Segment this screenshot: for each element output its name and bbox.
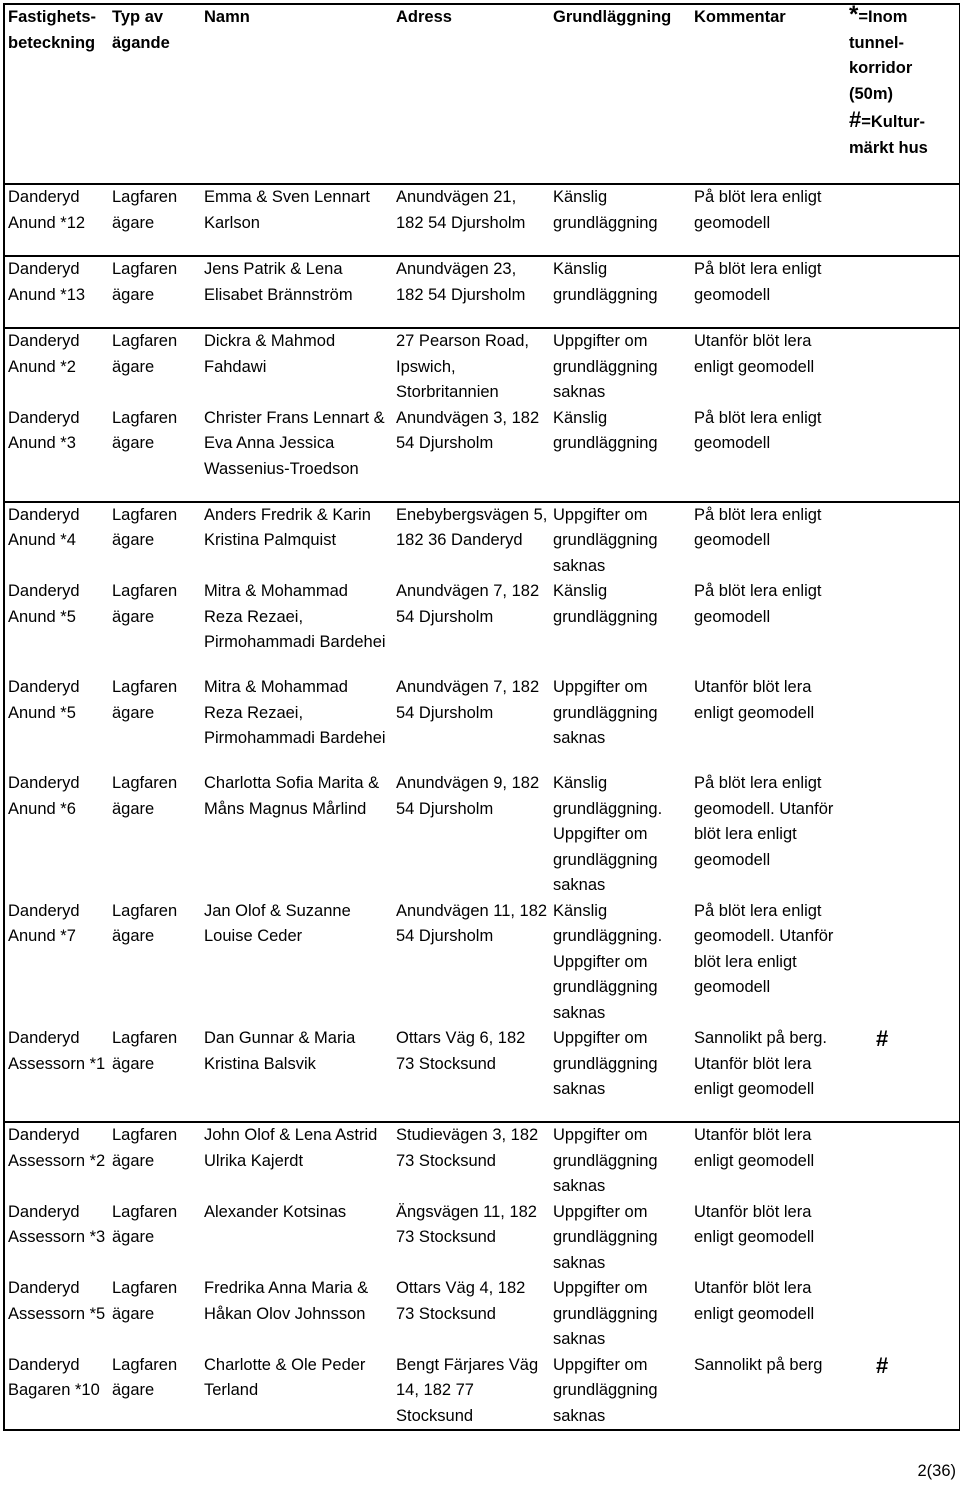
- cell-fastighet: Danderyd Anund *12: [4, 184, 109, 256]
- table-row: [4, 1276, 960, 1353]
- cell-adress: 27 Pearson Road, Ipswich, Storbritannien: [393, 328, 550, 406]
- cell-mark: [846, 184, 960, 256]
- cell-adress: Ottars Väg 4, 182 73 Stocksund: [396, 1279, 526, 1323]
- cell-grund: Uppgifter om grundläggning saknas: [553, 1279, 658, 1348]
- cell-typ: Lagfaren ägare: [112, 774, 178, 818]
- cell-adress: Anundvägen 7, 182 54 Djursholm: [396, 582, 540, 626]
- cell-typ: Lagfaren ägare: [112, 1202, 178, 1246]
- cell-grund: Känslig grundläggning: [550, 184, 691, 256]
- cell-adress: Ottars Väg 6, 182 73 Stocksund: [396, 1029, 526, 1073]
- cell-namn: Charlotta Sofia Marita & Måns Magnus Mårlind: [204, 774, 380, 818]
- table-row: [4, 675, 960, 771]
- cell-kommentar: Utanför blöt lera enligt geomodell: [691, 328, 846, 406]
- cell-fastighet: Danderyd Anund *6: [8, 774, 80, 818]
- cell-kommentar: På blöt lera enligt geomodell: [694, 582, 822, 626]
- cell-adress: Anundvägen 21, 182 54 Djursholm: [393, 184, 550, 256]
- header-grund: Grundläggning: [553, 8, 672, 26]
- cell-kommentar: Utanför blöt lera enligt geomodell: [694, 1202, 815, 1246]
- cell-typ: Lagfaren ägare: [109, 328, 201, 406]
- cell-mark: [846, 771, 960, 899]
- cell-fastighet: Danderyd Anund *2: [4, 328, 109, 406]
- cell-grund: Uppgifter om grundläggning saknas: [553, 678, 658, 747]
- property-table: [3, 3, 960, 1431]
- legend-hash-symbol: #: [849, 107, 862, 132]
- cell-grund: Känslig grundläggning: [553, 408, 658, 452]
- cell-adress: Anundvägen 23, 182 54 Djursholm: [393, 256, 550, 328]
- table-row: [4, 1122, 960, 1200]
- cell-mark: [846, 1200, 960, 1277]
- cell-namn: Mitra & Mohammad Reza Rezaei, Pirmohammadi Bardehei: [204, 582, 386, 651]
- table-row: [4, 502, 960, 580]
- cell-fastighet: Danderyd Anund *3: [8, 408, 80, 452]
- cell-namn: Anders Fredrik & Karin Kristina Palmquist: [201, 502, 393, 580]
- header-kommentar: Kommentar: [694, 8, 786, 26]
- cell-namn: Christer Frans Lennart & Eva Anna Jessica Wassenius-Troedson: [204, 408, 385, 478]
- cell-namn: Dan Gunnar & Maria Kristina Balsvik: [204, 1029, 356, 1073]
- cell-grund: Uppgifter om grundläggning saknas: [550, 1122, 691, 1200]
- cell-mark: [846, 1276, 960, 1353]
- cell-namn: Fredrika Anna Maria & Håkan Olov Johnsson: [204, 1279, 369, 1323]
- table-row: [4, 406, 960, 502]
- cell-adress: Studievägen 3, 182 73 Stocksund: [393, 1122, 550, 1200]
- cell-fastighet: Danderyd Assessorn *2: [4, 1122, 109, 1200]
- hash-marker: #: [876, 1352, 889, 1378]
- table-row: [4, 256, 960, 328]
- cell-typ: Lagfaren ägare: [112, 582, 178, 626]
- cell-adress: Anundvägen 3, 182 54 Djursholm: [396, 408, 540, 452]
- cell-kommentar: På blöt lera enligt geomodell. Utanför blöt lera enligt geomodell: [694, 901, 834, 996]
- cell-mark: [846, 1122, 960, 1200]
- page-number: 2(36): [917, 1462, 956, 1480]
- cell-fastighet: Danderyd Assessorn *3: [8, 1202, 106, 1246]
- header-legend: [846, 4, 960, 184]
- header-row: [4, 4, 960, 184]
- cell-kommentar: Utanför blöt lera enligt geomodell: [694, 1279, 815, 1323]
- table-row: [4, 579, 960, 675]
- cell-kommentar: Utanför blöt lera enligt geomodell: [694, 678, 815, 722]
- cell-grund: Uppgifter om grundläggning saknas: [550, 328, 691, 406]
- header-adress: Adress: [396, 8, 452, 26]
- cell-adress: Enebybergsvägen 5, 182 36 Danderyd: [393, 502, 550, 580]
- cell-grund: Uppgifter om grundläggning saknas: [550, 502, 691, 580]
- table-row: [4, 771, 960, 899]
- cell-typ: Lagfaren ägare: [109, 184, 201, 256]
- cell-mark: [846, 328, 960, 406]
- cell-typ: Lagfaren ägare: [109, 256, 201, 328]
- cell-grund: Uppgifter om grundläggning saknas: [553, 1029, 658, 1098]
- cell-typ: Lagfaren ägare: [112, 901, 178, 945]
- cell-namn: Jan Olof & Suzanne Louise Ceder: [204, 901, 351, 945]
- cell-grund: Uppgifter om grundläggning saknas: [553, 1202, 658, 1272]
- cell-kommentar: På blöt lera enligt geomodell: [691, 184, 846, 256]
- cell-kommentar: På blöt lera enligt geomodell: [691, 256, 846, 328]
- cell-fastighet: Danderyd Anund *4: [4, 502, 109, 580]
- cell-typ: Lagfaren ägare: [109, 502, 201, 580]
- cell-grund: Känslig grundläggning: [550, 256, 691, 328]
- header-typ: Typ av ägande: [112, 8, 170, 52]
- cell-grund: Uppgifter om grundläggning saknas: [553, 1355, 658, 1425]
- cell-adress: Anundvägen 9, 182 54 Djursholm: [396, 774, 540, 818]
- cell-kommentar: Sannolikt på berg: [694, 1355, 823, 1374]
- cell-kommentar: På blöt lera enligt geomodell: [694, 408, 822, 452]
- cell-kommentar: På blöt lera enligt geomodell: [691, 502, 846, 580]
- cell-adress: Ängsvägen 11, 182 73 Stocksund: [396, 1202, 537, 1246]
- table-row: [4, 184, 960, 256]
- cell-namn: Jens Patrik & Lena Elisabet Brännström: [201, 256, 393, 328]
- cell-namn: Emma & Sven Lennart Karlson: [201, 184, 393, 256]
- cell-grund: Känslig grundläggning: [553, 582, 658, 626]
- cell-mark: [846, 256, 960, 328]
- cell-mark: [846, 899, 960, 1027]
- cell-namn: Alexander Kotsinas: [204, 1202, 347, 1221]
- cell-typ: Lagfaren ägare: [112, 1029, 178, 1073]
- legend-hash-text: =Kultur-märkt hus: [849, 113, 928, 157]
- cell-typ: Lagfaren ägare: [112, 1279, 178, 1323]
- cell-typ: Lagfaren ägare: [112, 1355, 178, 1399]
- cell-typ: Lagfaren ägare: [112, 408, 178, 452]
- cell-namn: John Olof & Lena Astrid Ulrika Kajerdt: [201, 1122, 393, 1200]
- cell-fastighet: Danderyd Bagaren *10: [8, 1355, 100, 1399]
- cell-adress: Anundvägen 11, 182 54 Djursholm: [396, 901, 548, 945]
- cell-fastighet: Danderyd Anund *5: [8, 582, 80, 626]
- cell-grund: Känslig grundläggning. Uppgifter om grundläggning saknas: [553, 774, 663, 894]
- cell-kommentar: Utanför blöt lera enligt geomodell: [691, 1122, 846, 1200]
- cell-typ: Lagfaren ägare: [109, 1122, 201, 1200]
- table-row: [4, 1026, 960, 1122]
- cell-fastighet: Danderyd Anund *5: [8, 678, 80, 722]
- cell-grund: Känslig grundläggning. Uppgifter om grundläggning saknas: [553, 901, 663, 1022]
- cell-kommentar: Sannolikt på berg. Utanför blöt lera enligt geomodell: [694, 1029, 828, 1098]
- table-row: [4, 328, 960, 406]
- table-row: [4, 1200, 960, 1277]
- cell-fastighet: Danderyd Anund *13: [4, 256, 109, 328]
- header-namn: Namn: [204, 8, 250, 26]
- header-fastighet: Fastighets-beteckning: [8, 8, 97, 52]
- cell-adress: Anundvägen 7, 182 54 Djursholm: [396, 678, 540, 722]
- cell-mark: [846, 675, 960, 771]
- cell-fastighet: Danderyd Anund *7: [8, 901, 80, 945]
- cell-namn: Charlotte & Ole Peder Terland: [204, 1355, 366, 1399]
- hash-marker: #: [876, 1026, 889, 1051]
- cell-mark: [846, 579, 960, 675]
- cell-fastighet: Danderyd Assessorn *1: [8, 1029, 106, 1073]
- cell-mark: [846, 406, 960, 502]
- cell-mark: [846, 502, 960, 580]
- table-row: [4, 1353, 960, 1431]
- cell-namn: Dickra & Mahmod Fahdawi: [201, 328, 393, 406]
- legend-star-text: =Inom tunnel-korridor (50m): [849, 8, 913, 103]
- cell-typ: Lagfaren ägare: [112, 678, 178, 722]
- legend-star-symbol: *: [849, 4, 859, 28]
- table-row: [4, 899, 960, 1027]
- cell-kommentar: På blöt lera enligt geomodell. Utanför blöt lera enligt geomodell: [694, 774, 834, 869]
- cell-adress: Bengt Färjares Väg 14, 182 77 Stocksund: [396, 1355, 539, 1425]
- cell-namn: Mitra & Mohammad Reza Rezaei, Pirmohammadi Bardehei: [204, 678, 386, 747]
- cell-fastighet: Danderyd Assessorn *5: [8, 1279, 106, 1323]
